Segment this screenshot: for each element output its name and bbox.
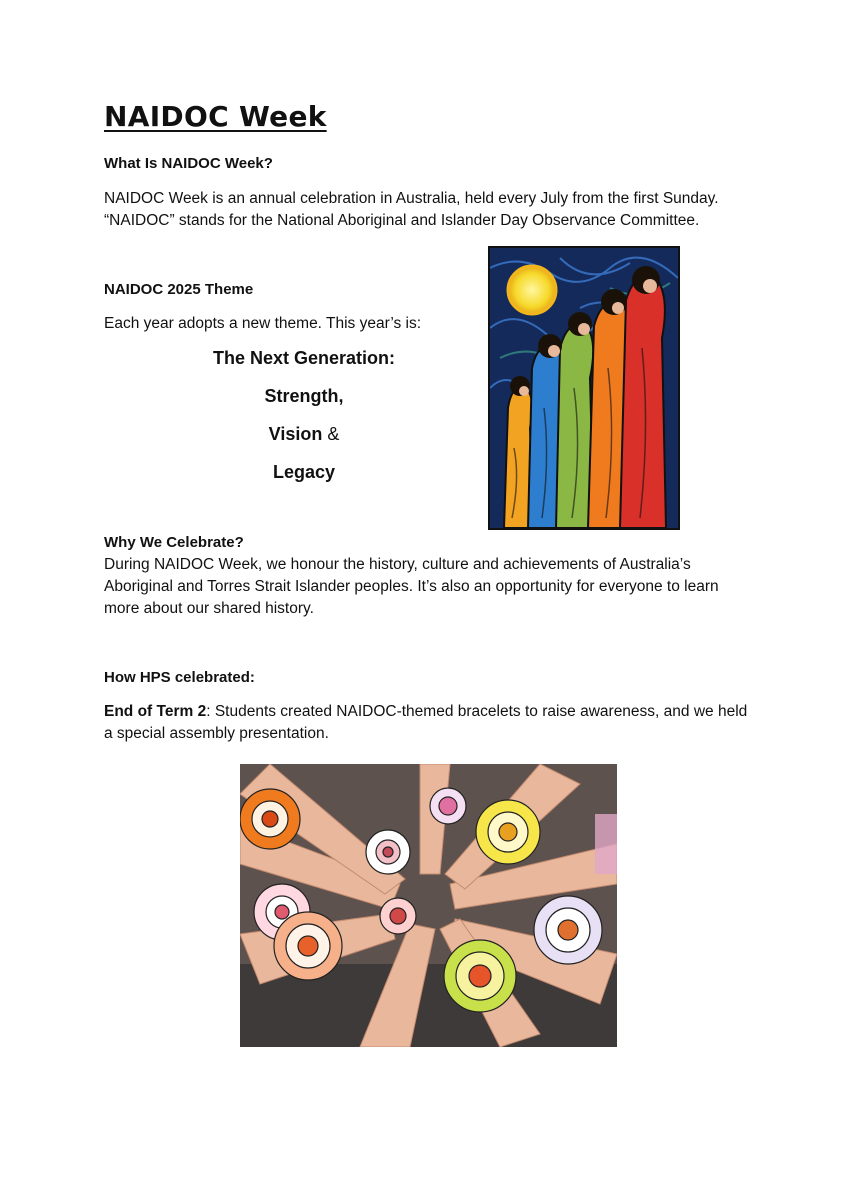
theme-heading: NAIDOC 2025 Theme (104, 281, 254, 298)
bracelets-photo (240, 764, 617, 1047)
how-line-1 (104, 701, 747, 723)
why-line-3: more about our shared history. (104, 600, 314, 617)
how-line-1-rest: : Students created NAIDOC-themed bracelets to raise awareness, and we held (206, 703, 748, 720)
what-heading: What Is NAIDOC Week? (104, 155, 273, 172)
why-line-1: During NAIDOC Week, we honour the history, culture and achievements of Australia’s (104, 556, 691, 573)
theme-line-1-text: The Next Generation: (212, 348, 396, 368)
term-label: End of Term 2 (104, 703, 207, 720)
what-line-1: NAIDOC Week is an annual celebration in Australia, held every July from the first Sunday. (104, 190, 719, 207)
why-heading: Why We Celebrate? (104, 534, 244, 551)
theme-line-1 (104, 348, 504, 369)
how-heading: How HPS celebrated: (104, 669, 255, 686)
why-line-2: Aboriginal and Torres Strait Islander peoples. It’s also an opportunity for everyone to learn (104, 578, 719, 595)
page-title: NAIDOC Week (104, 100, 327, 133)
theme-line-4-text: Legacy (272, 462, 336, 482)
theme-line-3 (104, 424, 504, 445)
theme-line-3-rest: & (322, 424, 340, 444)
theme-line-2 (104, 386, 504, 407)
what-line-2: “NAIDOC” stands for the National Aboriginal and Islander Day Observance Committee. (104, 212, 700, 229)
naidoc-artwork-image (488, 246, 680, 530)
theme-intro: Each year adopts a new theme. This year’s is: (104, 315, 422, 332)
how-line-2: a special assembly presentation. (104, 725, 329, 742)
theme-line-4 (104, 462, 504, 483)
theme-line-3-bold: Vision (268, 424, 323, 444)
theme-line-2-text: Strength, (264, 386, 344, 406)
